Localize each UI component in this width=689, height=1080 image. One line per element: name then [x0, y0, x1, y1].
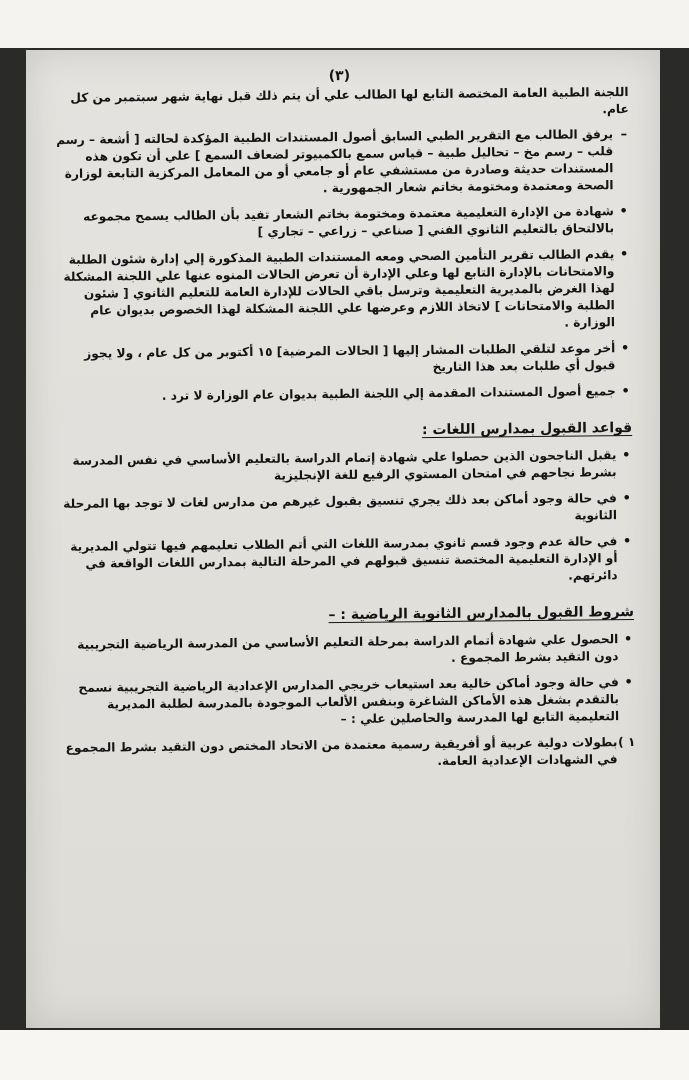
medical-paragraph-1: اللجنة الطبية العامة المختصة التابع لها الطالب علي أن يتم ذلك قبل نهاية شهر سبتمبر من كل عام.: [70, 84, 629, 117]
medical-item-certificate: • شهادة من الإدارة التعليمية معتمدة ومختومة بخاتم الشعار تفيد بأن الطالب يسمح مجموعه بالالتحاق بالتعليم الثانوي الفني [ صناعي – زراعي – تجاري ]: [52, 203, 614, 243]
medical-item-documents: – يرفق الطالب مع التقرير الطبي السابق أصول المستندات الطبية المؤكدة لحالته [ أشعة – رسم قلب – رسم مخ – تحاليل طبية – قياس سمع بالكمبيوتر لضعاف السمع ] علي أن تكون هذه المستندات حديثة وصادرة من مستشفي عام أو جامعي أو من المعامل المركزية التابعة لوزارة الصحة ومعتمدة ومختومة بخاتم شعار الجمهورية .: [51, 126, 614, 200]
sports-heading: شروط القبول بالمدارس الثانوية الرياضية : –: [328, 603, 635, 624]
item-number: ١ ): [618, 734, 636, 750]
languages-item-3: • في حالة عدم وجود قسم ثانوي بمدرسة اللغات التي أتم الطلاب تعليمهم فيها تتولي المديرية أو الإدارة التعليمية المختصة تنسيق قبولهم في المرحلة التالية بمدارس اللغات الواقعة في دائرتهم.: [55, 533, 618, 590]
medical-item-deadline: • أخر موعد لتلقي الطلبات المشار إليها [ الحالات المرضية] ١٥ أكتوبر من كل عام ، ولا يجوز قبول أي طلبات بعد هذا التاريخ: [53, 340, 615, 380]
languages-list: [54, 447, 633, 590]
medical-item-insurance-report: • يقدم الطالب تقرير التأمين الصحي ومعه المستندات الطبية المذكورة إلي إدارة شئون الطلبة والامتحانات بالإدارة التابع لها وعلي الإدارة أن تعرض الحالات المنوه عنها علي اللجنة المشكلة لهذا الغرض بالمديرية التعليمية وترسل باقي الحالات للإدارة العامة للتعليم الثانوي [ شئون الطلبة والامتحانات ] لاتخاذ اللازم وعرضها علي اللجنة المشكلة لهذا الخصوص بديوان عام الوزارة .: [52, 246, 615, 337]
medical-list: [51, 126, 632, 406]
sports-numbered-item-1: [57, 734, 635, 774]
languages-item-1: • يقبل الناجحون الذين حصلوا علي شهادة إتمام الدراسة بالتعليم الأساسي في نفس المدرسة بشرط نجاحهم في امتحان المستوي الرفيع للغة الإنجليزية: [54, 447, 616, 487]
sports-item-2: • في حالة وجود أماكن خالية بعد استيعاب خريجي المدارس الإعدادية الرياضية التجريبية نسمح بالتقدم بشغل هذه الأماكن الشاغرة وبنفس الألعاب الموجودة بالمدرسة لطلبة المديرية التعليمية التابع لها المدرسة والحاصلين علي : –: [57, 674, 620, 731]
background-bottom: [0, 1030, 689, 1080]
item-text: بطولات دولية عربية أو أفريقية رسمية معتمدة من الاتحاد المختص دون التقيد بشرط المجموع في الشهادات الإعدادية العامة.: [65, 735, 618, 769]
background-top: [0, 0, 689, 48]
languages-item-2: • في حالة وجود أماكن بعد ذلك يجري تنسيق بقبول غيرهم من مدارس لغات لا توجد بها المرحلة الثانوية: [55, 490, 617, 530]
page-content: [50, 65, 635, 774]
languages-heading: قواعد القبول بمدارس اللغات :: [421, 419, 633, 439]
medical-item-originals: • جميع أصول المستندات المقدمة إلي اللجنة الطبية بديوان عام الوزارة لا ترد .: [54, 383, 616, 406]
document-page: [26, 50, 660, 1028]
sports-list: [56, 631, 635, 731]
sports-item-1: • الحصول علي شهادة أتمام الدراسة بمرحلة التعليم الأساسي من المدرسة الرياضية التجريبية دون التقيد بشرط المجموع .: [56, 631, 618, 671]
page-number: (٣): [328, 67, 351, 85]
